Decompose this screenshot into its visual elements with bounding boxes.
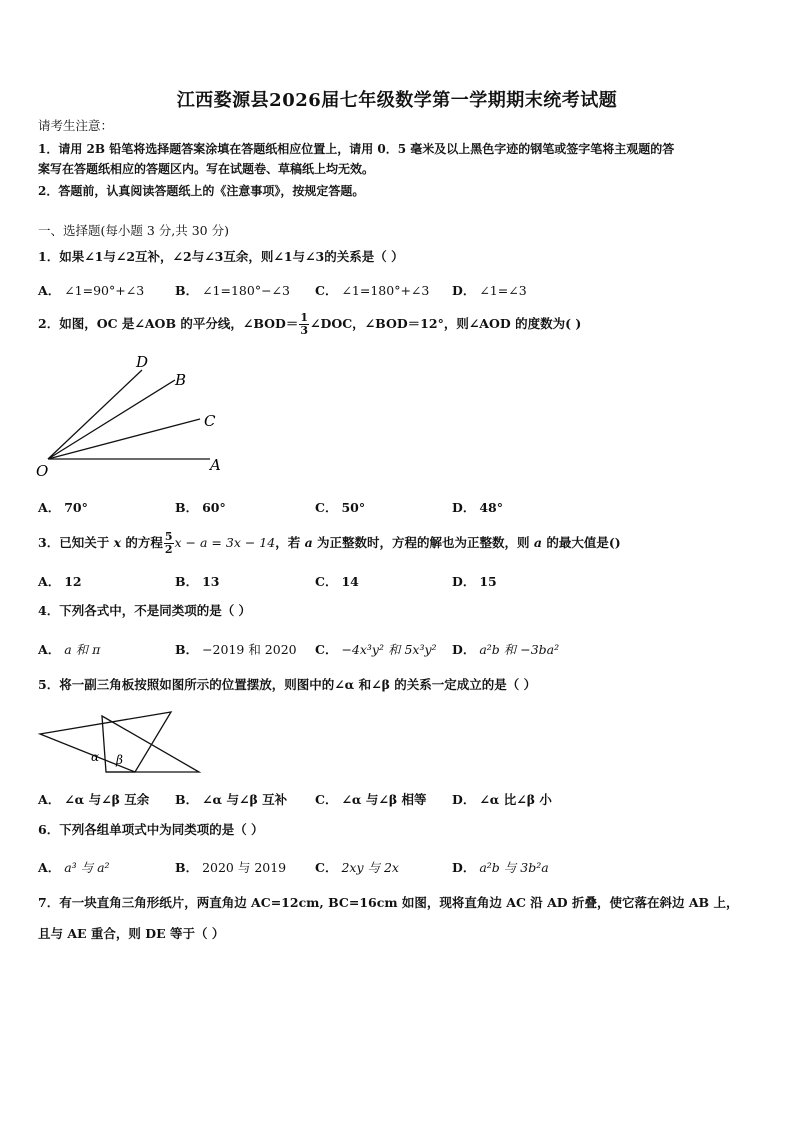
q3-stem-b: 的方程 [121, 535, 163, 550]
option-text: 70° [64, 500, 88, 515]
option-text: a³ 与 a² [64, 860, 110, 875]
q3-stem [38, 530, 621, 556]
section-heading: 一、选择题(每小题 3 分,共 30 分) [38, 223, 229, 238]
q2-fraction [299, 312, 309, 337]
q3-var-a2: a [533, 535, 542, 550]
option-text: ∠α 与∠β 相等 [341, 792, 427, 807]
option-text: 2020 与 2019 [202, 860, 287, 875]
q2-angle-figure [30, 350, 230, 480]
q2-stem-b: ∠DOC，∠BOD＝12°，则∠AOD 的度数为( ) [310, 316, 582, 331]
q1-option-c[interactable] [315, 281, 429, 299]
label-c: C [204, 412, 216, 430]
q5-option-c[interactable] [315, 790, 427, 808]
q3-stem-e: 的最大值是() [542, 535, 621, 550]
q1-option-a[interactable] [38, 281, 144, 299]
option-label: B． [175, 574, 199, 589]
q3-option-a[interactable] [38, 572, 82, 590]
option-text: 48° [479, 500, 503, 515]
option-label: D． [452, 283, 476, 298]
option-text: −4x³y² 和 5x³y² [341, 642, 437, 657]
q4-option-b[interactable] [175, 640, 297, 658]
q1-stem: 1．如果∠1与∠2互补，∠2与∠3互余，则∠1与∠3的关系是（ ） [38, 249, 404, 264]
ray-od [48, 370, 142, 459]
q2-option-c[interactable] [315, 498, 365, 516]
q5-stem: 5．将一副三角板按照如图所示的位置摆放，则图中的∠α 和∠β 的关系一定成立的是（ ） [38, 677, 537, 692]
ray-ob [48, 380, 175, 459]
q2-option-d[interactable] [452, 498, 503, 516]
option-label: B． [175, 792, 199, 807]
option-label: D． [452, 500, 476, 515]
option-text: 50° [341, 500, 366, 515]
q2-stem [38, 312, 581, 337]
q6-option-a[interactable] [38, 858, 110, 876]
notice-line-1a: 1．请用 2B 铅笔将选择题答案涂填在答题纸相应位置上，请用 0．5 毫米及以上黑色字迹的钢笔或签字笔将主观题的答 [38, 142, 675, 156]
q3-stem-a: 3．已知关于 [38, 535, 114, 550]
option-text: ∠α 比∠β 小 [479, 792, 552, 807]
label-alpha: α [91, 750, 100, 764]
option-label: C． [315, 283, 338, 298]
q4-option-a[interactable] [38, 640, 100, 658]
option-label: B． [175, 860, 199, 875]
q5-triangles-figure [36, 706, 206, 776]
option-text: ∠1=180°+∠3 [341, 283, 430, 298]
option-text: 13 [202, 574, 220, 589]
option-label: A． [38, 642, 61, 657]
option-text: ∠1=∠3 [479, 283, 527, 298]
q5-option-d[interactable] [452, 790, 552, 808]
q5-option-a[interactable] [38, 790, 149, 808]
q2-stem-a: 2．如图，OC 是∠AOB 的平分线，∠BOD＝ [38, 316, 299, 331]
q3-option-b[interactable] [175, 572, 219, 590]
page-title: 江西婺源县2026届七年级数学第一学期期末统考试题 [176, 90, 618, 111]
option-label: D． [452, 860, 476, 875]
label-o: O [36, 462, 49, 480]
option-label: C． [315, 642, 338, 657]
fraction-denominator: 2 [164, 543, 173, 556]
q4-option-c[interactable] [315, 640, 437, 658]
option-text: 14 [341, 574, 359, 589]
option-label: D． [452, 574, 476, 589]
option-label: D． [452, 642, 476, 657]
q3-option-c[interactable] [315, 572, 359, 590]
q4-stem: 4．下列各式中，不是同类项的是（ ） [38, 603, 252, 618]
q7-stem-line-1: 7．有一块直角三角形纸片，两直角边 AC=12cm, BC=16cm 如图，现将直角边 AC 沿 AD 折叠，使它落在斜边 AB 上， [38, 895, 739, 910]
q3-var-a: a [304, 535, 313, 550]
option-label: C． [315, 792, 338, 807]
option-label: B． [175, 642, 199, 657]
q7-stem-line-2: 且与 AE 重合，则 DE 等于（ ） [38, 926, 225, 941]
fraction-denominator: 3 [300, 324, 309, 337]
q5-option-b[interactable] [175, 790, 287, 808]
option-text: a²b 与 3b²a [479, 860, 549, 875]
label-beta: β [116, 753, 123, 767]
q3-equation: x − a = 3x − 14 [174, 535, 276, 550]
option-text: 2xy 与 2x [341, 860, 399, 875]
q2-option-b[interactable] [175, 498, 226, 516]
option-text: a²b 和 −3ba² [479, 642, 560, 657]
option-text: ∠1=90°+∠3 [64, 283, 145, 298]
option-label: A． [38, 500, 61, 515]
option-label: B． [175, 500, 199, 515]
label-a: A [210, 456, 221, 474]
option-label: A． [38, 574, 61, 589]
ray-oc [48, 419, 200, 459]
option-label: A． [38, 860, 61, 875]
q3-stem-d: 为正整数时，方程的解也为正整数，则 [312, 535, 534, 550]
q6-option-d[interactable] [452, 858, 549, 876]
option-label: C． [315, 500, 338, 515]
q2-option-a[interactable] [38, 498, 88, 516]
notice-heading: 请考生注意： [38, 118, 114, 133]
q3-stem-c: ，若 [275, 535, 305, 550]
q3-option-d[interactable] [452, 572, 497, 590]
label-d: D [136, 353, 149, 371]
option-text: 12 [64, 574, 82, 589]
notice-line-2: 2．答题前，认真阅读答题纸上的《注意事项》，按规定答题。 [38, 184, 365, 198]
option-label: B． [175, 283, 199, 298]
option-label: C． [315, 860, 338, 875]
fraction-numerator: 5 [164, 530, 173, 543]
option-text: ∠1=180°−∠3 [202, 283, 290, 298]
q4-option-d[interactable] [452, 640, 559, 658]
q6-stem: 6．下列各组单项式中为同类项的是（ ） [38, 822, 264, 837]
option-text: ∠α 与∠β 互补 [202, 792, 288, 807]
option-label: A． [38, 283, 61, 298]
fraction-numerator: 1 [300, 311, 309, 324]
q3-fraction [164, 531, 174, 556]
option-label: C． [315, 574, 338, 589]
q3-var-x: x [113, 535, 122, 550]
option-text: −2019 和 2020 [202, 642, 297, 657]
option-text: ∠α 与∠β 互余 [64, 792, 150, 807]
q1-option-b[interactable] [175, 281, 290, 299]
option-text: 60° [202, 500, 226, 515]
label-b: B [175, 371, 187, 389]
notice-line-1b: 案写在答题纸相应的答题区内。写在试题卷、草稿纸上均无效。 [38, 162, 375, 176]
q1-option-d[interactable] [452, 281, 527, 299]
option-text: a 和 π [64, 642, 101, 657]
option-text: 15 [479, 574, 497, 589]
q6-option-b[interactable] [175, 858, 286, 876]
option-label: A． [38, 792, 61, 807]
option-label: D． [452, 792, 476, 807]
q6-option-c[interactable] [315, 858, 399, 876]
